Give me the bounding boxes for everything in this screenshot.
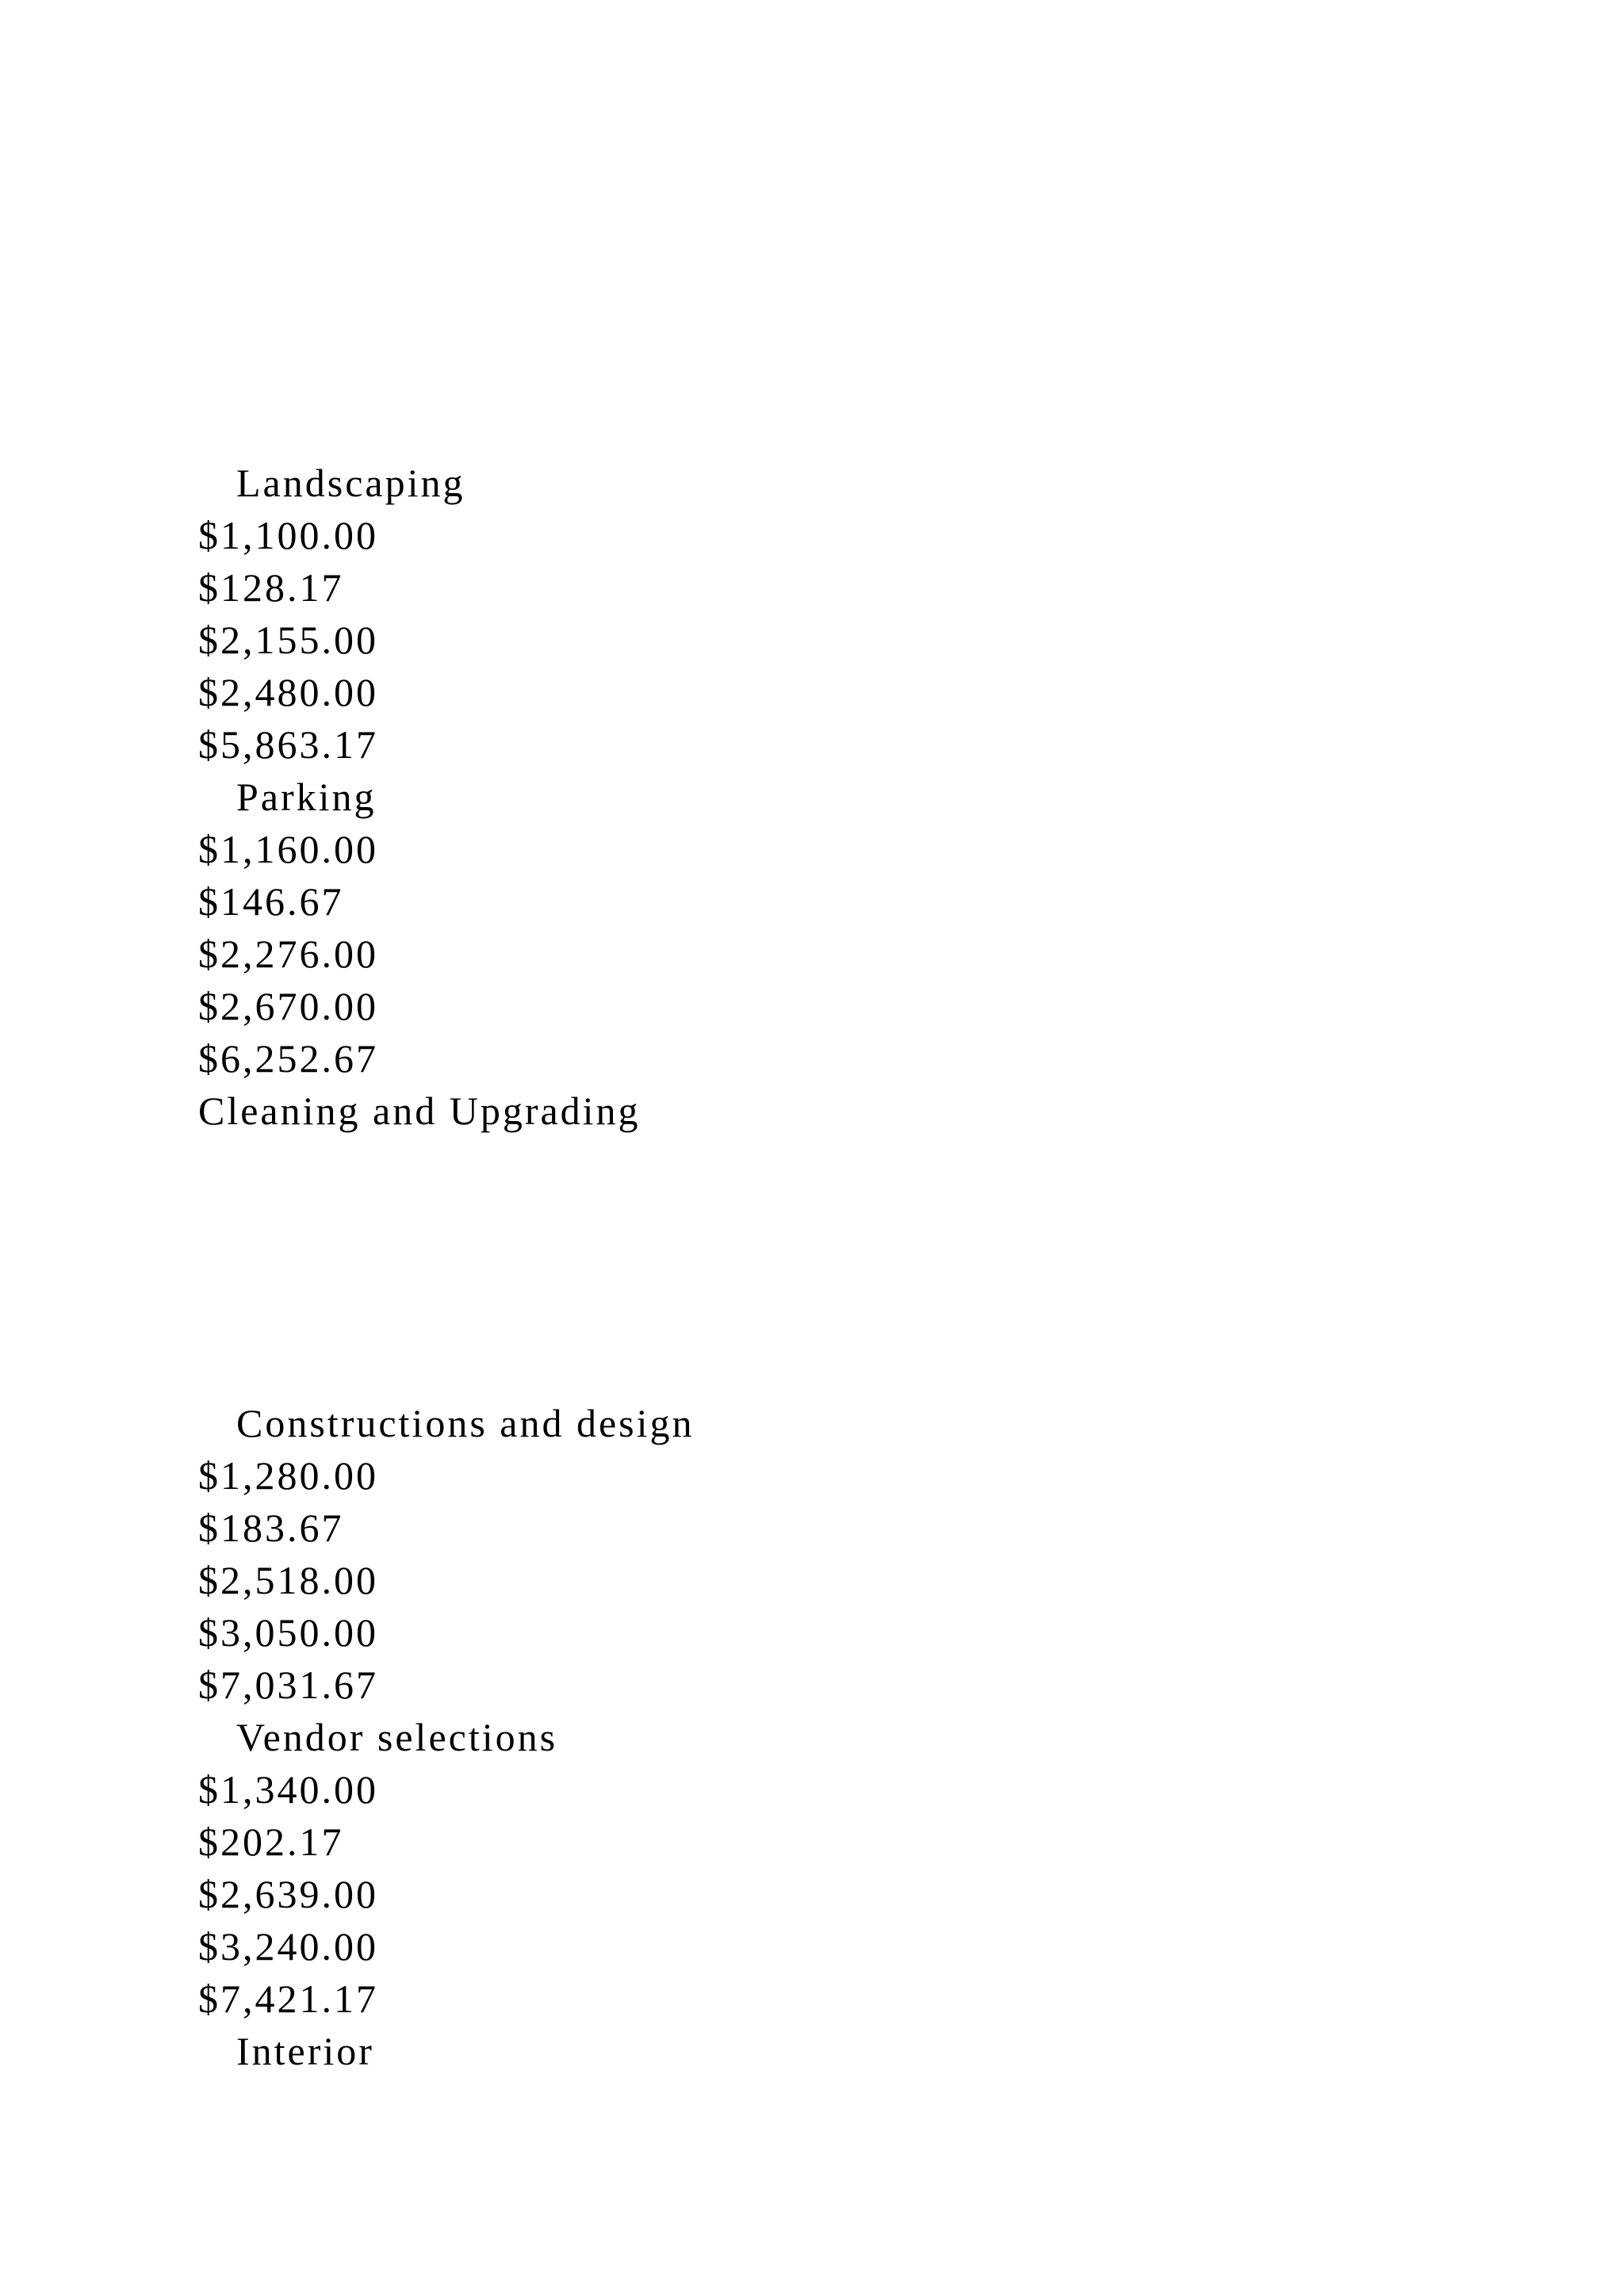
section-heading-constructions: Constructions and design bbox=[236, 1401, 695, 1445]
amount-line: $3,240.00 bbox=[198, 1924, 378, 1969]
amount-line: $1,160.00 bbox=[198, 827, 378, 871]
amount-line: $2,480.00 bbox=[198, 670, 378, 714]
section-heading-interior: Interior bbox=[236, 2029, 374, 2073]
section-heading-parking: Parking bbox=[236, 775, 377, 819]
amount-line: $6,252.67 bbox=[198, 1036, 378, 1081]
amount-line: $5,863.17 bbox=[198, 722, 378, 767]
section-heading-landscaping: Landscaping bbox=[236, 461, 465, 505]
amount-line: $2,518.00 bbox=[198, 1558, 378, 1602]
amount-line: $2,670.00 bbox=[198, 984, 378, 1028]
amount-line: $3,050.00 bbox=[198, 1610, 378, 1655]
amount-line: $1,340.00 bbox=[198, 1767, 378, 1812]
amount-line: $128.17 bbox=[198, 565, 344, 610]
amount-line: $7,421.17 bbox=[198, 1976, 378, 2021]
amount-line: $1,100.00 bbox=[198, 513, 378, 557]
amount-line: $202.17 bbox=[198, 1820, 344, 1864]
section-heading-vendor: Vendor selections bbox=[236, 1715, 558, 1759]
amount-line: $2,639.00 bbox=[198, 1872, 378, 1916]
amount-line: $7,031.67 bbox=[198, 1663, 378, 1707]
amount-line: $146.67 bbox=[198, 879, 344, 924]
amount-line: $183.67 bbox=[198, 1506, 344, 1550]
section-heading-cleaning: Cleaning and Upgrading bbox=[198, 1089, 641, 1133]
amount-line: $2,276.00 bbox=[198, 932, 378, 976]
amount-line: $1,280.00 bbox=[198, 1453, 378, 1498]
amount-line: $2,155.00 bbox=[198, 618, 378, 662]
